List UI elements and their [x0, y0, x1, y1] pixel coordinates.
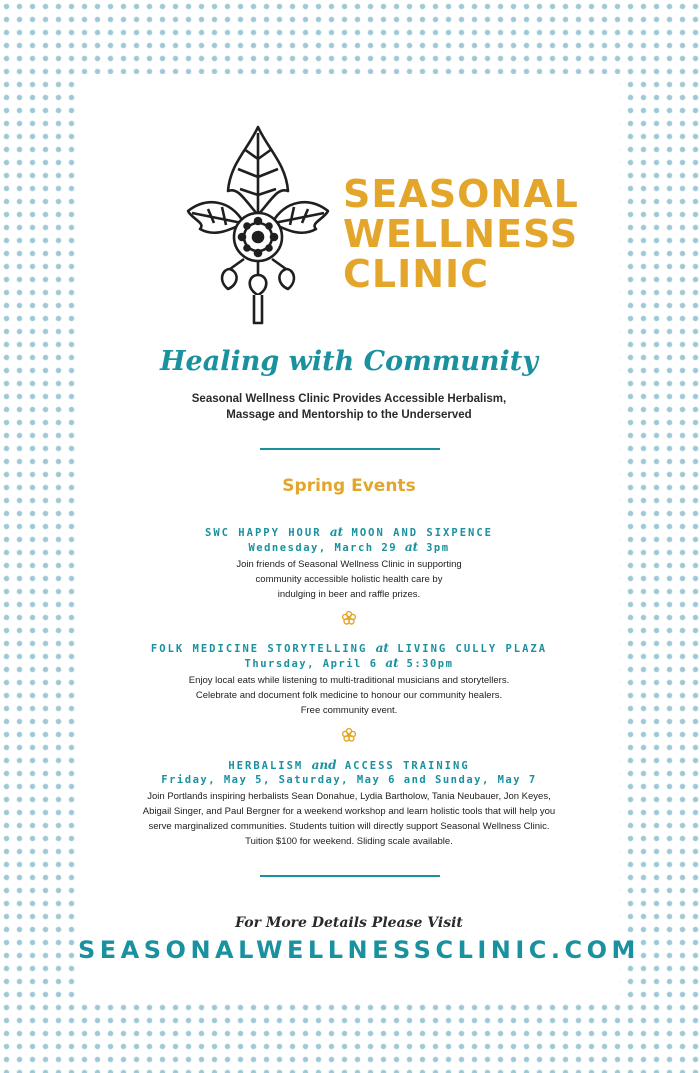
event-title-part: ACCESS TRAINING	[344, 760, 470, 772]
event-description-line: Celebrate and document folk medicine to honour our community healers.	[195, 690, 503, 701]
event-date-connector: at	[404, 540, 419, 554]
event-description-line: Join friends of Seasonal Wellness Clinic in supporting	[236, 559, 462, 570]
event-date-part: Thursday, April 6	[244, 658, 378, 670]
event-date	[78, 656, 620, 672]
poster-panel	[78, 74, 640, 999]
small-flower-icon	[342, 728, 356, 742]
event-happy-hour	[78, 525, 620, 602]
event-title-connector: and	[311, 758, 337, 772]
event-description-line: serve marginalized communities. Students tuition will directly support Seasonal Wellness Clinic.	[148, 821, 550, 832]
divider-top	[260, 448, 440, 450]
event-title	[78, 641, 620, 656]
event-date-part: 5:30pm	[406, 658, 454, 670]
event-description	[78, 673, 620, 718]
event-herbalism-training	[78, 758, 620, 849]
divider-bottom	[260, 875, 440, 877]
event-date-connector: at	[385, 656, 399, 670]
subtitle-line-2: Massage and Mentorship to the Underserved	[226, 409, 472, 421]
cta-text: For More Details Please Visit	[235, 915, 463, 931]
botanical-logo-icon	[178, 119, 338, 329]
event-description-line: Abigail Singer, and Paul Bergner for a weekend workshop and learn holistic tools that will help you	[142, 806, 556, 817]
event-description-line: indulging in beer and raffle prizes.	[277, 589, 421, 600]
section-title: Spring Events	[282, 476, 416, 496]
event-date	[78, 540, 620, 556]
event-description-line: Join Portland́s inspiring herbalists Sean Donahue, Lydia Bartholow, Tania Neubauer, Jon Keyes,	[147, 791, 551, 802]
event-title	[78, 525, 620, 540]
brand-name	[343, 174, 579, 294]
event-title-part: HERBALISM	[228, 760, 304, 772]
event-title-part: LIVING CULLY PLAZA	[397, 643, 548, 655]
event-title	[78, 758, 620, 773]
event-folk-medicine	[78, 641, 620, 718]
event-description-line: Enjoy local eats while listening to multi-traditional musicians and storytellers.	[188, 675, 510, 686]
event-date-part: Wednesday, March 29	[248, 542, 398, 554]
event-description-line: Free community event.	[300, 705, 398, 716]
website-link[interactable]: SEASONALWELLNESSCLINIC.COM	[78, 936, 640, 964]
subtitle-line-1: Seasonal Wellness Clinic Provides Accessible Herbalism,	[191, 393, 507, 405]
event-title-part: FOLK MEDICINE STORYTELLING	[150, 643, 368, 655]
tagline: Healing with Community	[160, 346, 538, 377]
event-title-part: MOON AND SIXPENCE	[351, 527, 493, 539]
event-description-line: Tuition $100 for weekend. Sliding scale available.	[245, 836, 453, 847]
small-flower-icon	[342, 611, 356, 625]
event-description-line: community accessible holistic health care by	[255, 574, 443, 585]
event-date: Friday, May 5, Saturday, May 6 and Sunday, May 7	[161, 774, 537, 786]
event-date-part: 3pm	[426, 542, 450, 554]
subtitle	[78, 391, 620, 423]
event-description	[78, 557, 620, 602]
event-title-part: SWC HAPPY HOUR	[205, 527, 322, 539]
brand-line-1: SEASONAL	[343, 172, 579, 216]
event-title-connector: at	[375, 641, 389, 655]
brand-line-2: WELLNESS	[343, 212, 579, 256]
brand-line-3: CLINIC	[343, 252, 490, 296]
event-description	[78, 789, 620, 849]
event-title-connector: at	[329, 525, 344, 539]
